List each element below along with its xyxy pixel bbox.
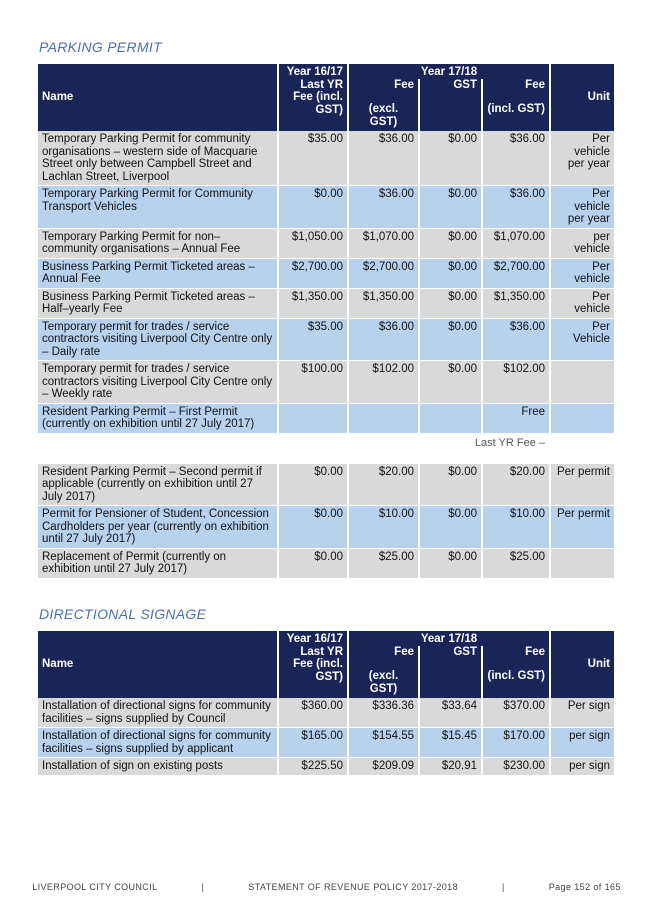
header-last-yr-fee: Last YR Fee (incl. GST) (279, 79, 349, 132)
header-name: Name (38, 64, 279, 131)
row-last-yr-fee: $35.00 (279, 319, 349, 362)
row-name: Installation of sign on existing posts (38, 758, 279, 776)
row-name: Temporary Parking Permit for non–community organisations – Annual Fee (38, 229, 279, 259)
footer-page-number: Page 152 of 165 (548, 882, 621, 892)
row-last-yr-fee: $1,350.00 (279, 289, 349, 319)
header-fee-label: Fee (525, 645, 545, 658)
row-fee-incl: Free (483, 404, 551, 434)
table-row (38, 319, 616, 362)
header-gst: GST (420, 79, 483, 132)
table-row (38, 229, 616, 259)
table-row (38, 698, 616, 728)
header-fee-excl-gst: Fee (excl. GST) (349, 79, 420, 132)
row-gst: $0.00 (420, 506, 483, 549)
row-fee-excl: $20.00 (349, 464, 420, 507)
header-name: Name (38, 631, 279, 698)
row-last-yr-fee: $0.00 (279, 464, 349, 507)
row-name: Resident Parking Permit – Second permit if applicable (currently on exhibition until 27 July 2017) (38, 464, 279, 507)
row-gst: $20.91 (420, 758, 483, 776)
table-row (38, 131, 616, 186)
table-row (38, 464, 616, 507)
row-unit: Per vehicle (551, 289, 616, 319)
row-fee-excl: $102.00 (349, 361, 420, 404)
row-unit: Per vehicle (551, 259, 616, 289)
row-fee-incl: $10.00 (483, 506, 551, 549)
footer-separator: | (201, 882, 205, 892)
table-row (38, 549, 616, 579)
row-gst: $15.45 (420, 728, 483, 758)
row-last-yr-fee: $165.00 (279, 728, 349, 758)
row-fee-excl: $154.55 (349, 728, 420, 758)
row-last-yr-fee: $225.50 (279, 758, 349, 776)
row-name: Temporary Parking Permit for community organisations – western side of Macquarie Street only between Campbell Street and Lachlan Street, Liverpool (38, 131, 279, 186)
row-name: Installation of directional signs for community facilities – signs supplied by applicant (38, 728, 279, 758)
row-unit: Per Vehicle (551, 319, 616, 362)
row-fee-excl: $2,700.00 (349, 259, 420, 289)
header-fee-incl-sub: (incl. GST) (487, 103, 545, 115)
note-row (38, 434, 616, 464)
row-unit (551, 549, 616, 579)
row-fee-incl: $36.00 (483, 186, 551, 229)
row-fee-excl: $25.00 (349, 549, 420, 579)
row-fee-incl: $230.00 (483, 758, 551, 776)
footer-doc-title: STATEMENT OF REVENUE POLICY 2017-2018 (248, 882, 458, 892)
row-name: Business Parking Permit Ticketed areas – Half–yearly Fee (38, 289, 279, 319)
table-row (38, 404, 616, 434)
table-row (38, 289, 616, 319)
row-unit: Per permit (551, 464, 616, 507)
row-unit (551, 361, 616, 404)
header-year-1617: Year 16/17 (279, 64, 349, 79)
row-unit: Per vehicle per year (551, 186, 616, 229)
row-unit (551, 404, 616, 434)
row-fee-excl: $1,350.00 (349, 289, 420, 319)
row-unit: Per vehicle per year (551, 131, 616, 186)
header-fee-incl-sub: (incl. GST) (487, 670, 545, 682)
row-fee-incl: $36.00 (483, 319, 551, 362)
row-name: Installation of directional signs for community facilities – signs supplied by Council (38, 698, 279, 728)
table-row (38, 259, 616, 289)
row-fee-excl: $336.36 (349, 698, 420, 728)
row-name: Replacement of Permit (currently on exhibition until 27 July 2017) (38, 549, 279, 579)
header-gst: GST (420, 646, 483, 699)
row-fee-incl: $2,700.00 (483, 259, 551, 289)
row-fee-excl: $36.00 (349, 186, 420, 229)
table-row (38, 506, 616, 549)
row-last-yr-fee: $0.00 (279, 186, 349, 229)
header-year-1718: Year 17/18 (349, 631, 551, 646)
row-gst: $0.00 (420, 319, 483, 362)
row-last-yr-fee: $0.00 (279, 549, 349, 579)
row-fee-excl (349, 404, 420, 434)
last-yr-fee-note: Last YR Fee – (38, 434, 551, 464)
row-fee-incl: $370.00 (483, 698, 551, 728)
row-gst: $0.00 (420, 464, 483, 507)
table-row (38, 728, 616, 758)
page-footer (0, 882, 653, 892)
header-unit: Unit (551, 631, 616, 698)
row-name: Temporary permit for trades / service contractors visiting Liverpool City Centre only – Weekly rate (38, 361, 279, 404)
header-year-1718: Year 17/18 (349, 64, 551, 79)
row-name: Permit for Pensioner of Student, Concession Cardholders per year (currently on exhibition until 27 July 2017) (38, 506, 279, 549)
row-gst: $0.00 (420, 289, 483, 319)
footer-org: LIVERPOOL CITY COUNCIL (32, 882, 158, 892)
header-fee-incl-gst (483, 79, 551, 132)
directional-signage-table (38, 631, 616, 776)
row-last-yr-fee: $360.00 (279, 698, 349, 728)
row-unit: Per permit (551, 506, 616, 549)
row-name: Temporary permit for trades / service contractors visiting Liverpool City Centre only – Daily rate (38, 319, 279, 362)
header-fee-excl-gst: Fee (excl. GST) (349, 646, 420, 699)
row-fee-excl: $36.00 (349, 319, 420, 362)
row-gst: $0.00 (420, 549, 483, 579)
parking-permit-table (38, 64, 616, 579)
table-row (38, 361, 616, 404)
row-last-yr-fee: $2,700.00 (279, 259, 349, 289)
row-name: Resident Parking Permit – First Permit (currently on exhibition until 27 July 2017) (38, 404, 279, 434)
header-last-yr-fee: Last YR Fee (incl. GST) (279, 646, 349, 699)
row-last-yr-fee: $0.00 (279, 506, 349, 549)
row-fee-excl: $10.00 (349, 506, 420, 549)
table-row (38, 758, 616, 776)
header-fee-label: Fee (525, 78, 545, 91)
row-gst: $0.00 (420, 259, 483, 289)
row-unit: Per sign (551, 698, 616, 728)
footer-separator: | (501, 882, 505, 892)
row-name: Business Parking Permit Ticketed areas – Annual Fee (38, 259, 279, 289)
header-fee-incl-gst (483, 646, 551, 699)
row-unit: per sign (551, 728, 616, 758)
row-gst: $0.00 (420, 131, 483, 186)
row-fee-incl: $102.00 (483, 361, 551, 404)
row-fee-incl: $25.00 (483, 549, 551, 579)
row-gst (420, 404, 483, 434)
row-fee-incl: $1,070.00 (483, 229, 551, 259)
row-gst: $33.64 (420, 698, 483, 728)
row-gst: $0.00 (420, 229, 483, 259)
row-fee-incl: $20.00 (483, 464, 551, 507)
row-name: Temporary Parking Permit for Community Transport Vehicles (38, 186, 279, 229)
row-last-yr-fee: $1,050.00 (279, 229, 349, 259)
row-fee-excl: $209.09 (349, 758, 420, 776)
table-row (38, 186, 616, 229)
section-title-directional-signage: DIRECTIONAL SIGNAGE (39, 606, 207, 622)
section-title-parking-permit: PARKING PERMIT (39, 39, 162, 55)
header-unit: Unit (551, 64, 616, 131)
row-last-yr-fee: $100.00 (279, 361, 349, 404)
row-last-yr-fee (279, 404, 349, 434)
row-fee-excl: $1,070.00 (349, 229, 420, 259)
header-year-1617: Year 16/17 (279, 631, 349, 646)
row-unit: per sign (551, 758, 616, 776)
row-last-yr-fee: $35.00 (279, 131, 349, 186)
row-fee-incl: $170.00 (483, 728, 551, 758)
row-unit: per vehicle (551, 229, 616, 259)
row-fee-excl: $36.00 (349, 131, 420, 186)
row-gst: $0.00 (420, 361, 483, 404)
row-gst: $0.00 (420, 186, 483, 229)
row-fee-incl: $36.00 (483, 131, 551, 186)
row-fee-incl: $1,350.00 (483, 289, 551, 319)
